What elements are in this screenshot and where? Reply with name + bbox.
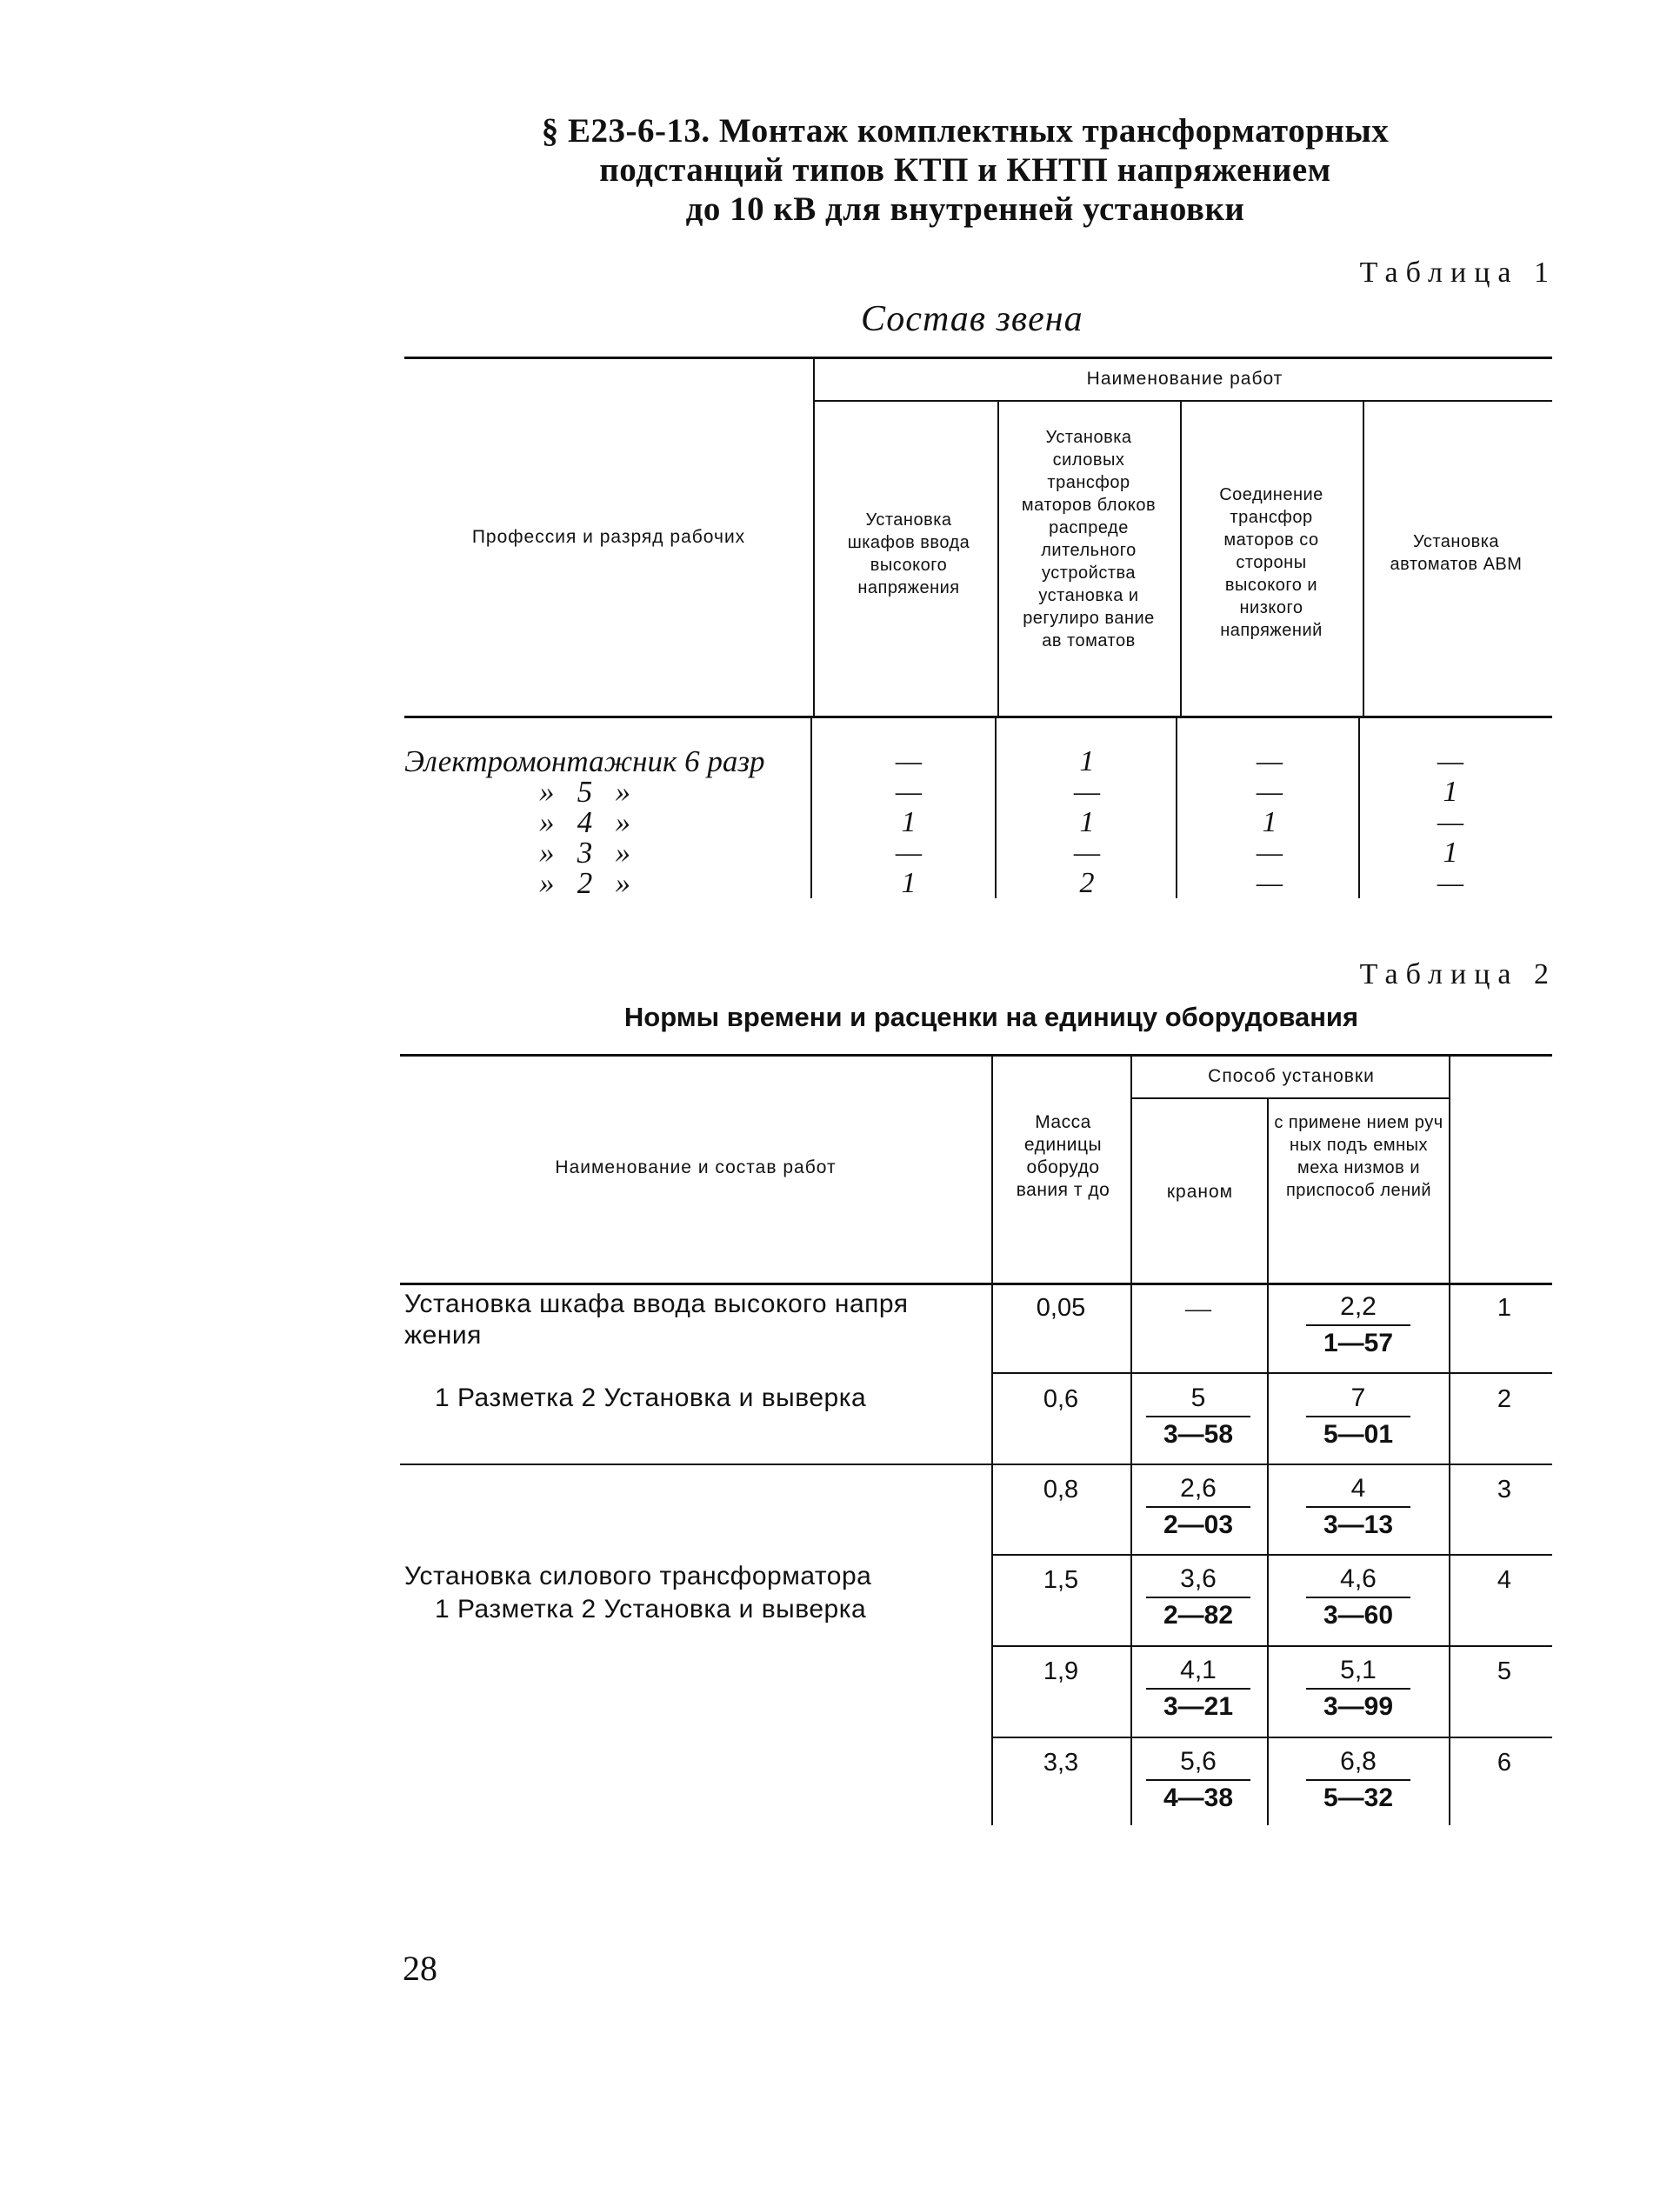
rate: 3—60 bbox=[1323, 1601, 1394, 1630]
table2-label: Таблица 2 bbox=[1359, 958, 1557, 990]
cell-col1: — bbox=[895, 745, 923, 777]
table2-divider bbox=[991, 1054, 993, 1825]
table1-label: Таблица 1 bbox=[1359, 257, 1557, 289]
table2-work-name-1: Установка шкафа ввода высокого напря жения bbox=[404, 1290, 909, 1350]
table1-divider bbox=[1363, 400, 1364, 716]
norm-time: 3,6 bbox=[1146, 1562, 1250, 1598]
manual-fraction bbox=[1306, 1290, 1410, 1361]
cell-col1: 1 bbox=[901, 806, 917, 838]
cell-col4: — bbox=[1437, 745, 1464, 777]
rate: 5—01 bbox=[1323, 1420, 1394, 1449]
manual-fraction bbox=[1306, 1653, 1410, 1724]
worker-label: » 4 » bbox=[539, 805, 630, 839]
manual-fraction bbox=[1306, 1471, 1410, 1543]
norm-time: 4,1 bbox=[1146, 1653, 1250, 1690]
section-title bbox=[400, 111, 1530, 229]
table2-header-mass: Масса единицы оборудо вания т до bbox=[1016, 1112, 1110, 1200]
table2-row-rule bbox=[991, 1372, 1552, 1374]
mass-value: 0,05 bbox=[1036, 1294, 1086, 1322]
row-number: 6 bbox=[1497, 1749, 1512, 1777]
table2-top-rule bbox=[400, 1054, 1552, 1057]
rate: 5—32 bbox=[1323, 1784, 1394, 1812]
table1-divider bbox=[810, 716, 812, 898]
worker-label: » 5 » bbox=[539, 775, 630, 809]
worker-label: » 3 » bbox=[539, 836, 630, 870]
table1-header-works: Наименование работ bbox=[1086, 369, 1283, 389]
table2-divider bbox=[1267, 1097, 1269, 1825]
cell-col1: — bbox=[895, 837, 923, 869]
worker-label: Электромонтажник 6 разр bbox=[404, 744, 765, 778]
row-number: 3 bbox=[1497, 1476, 1512, 1504]
manual-fraction bbox=[1306, 1381, 1410, 1452]
manual-fraction bbox=[1306, 1744, 1410, 1816]
table2-work-steps-2: 1 Разметка 2 Установка и выверка bbox=[435, 1595, 867, 1624]
title-line-2: подстанций типов КТП и КНТП напряжением bbox=[599, 151, 1331, 189]
table2-divider bbox=[1449, 1054, 1450, 1825]
table2-header-crane: краном bbox=[1166, 1182, 1234, 1202]
table2-caption: Нормы времени и расценки на единицу оборудования bbox=[623, 1002, 1359, 1032]
cell-col3: — bbox=[1256, 745, 1283, 777]
rate: 1—57 bbox=[1323, 1329, 1394, 1357]
table2-row-rule bbox=[991, 1645, 1552, 1647]
crane-value: — bbox=[1185, 1294, 1211, 1323]
rate: 3—21 bbox=[1163, 1692, 1234, 1721]
row-number: 5 bbox=[1497, 1657, 1512, 1685]
table2-header-manual: с примене нием руч ных подъ емных меха низмов и приспособ лений bbox=[1274, 1113, 1443, 1200]
rate: 2—82 bbox=[1163, 1601, 1234, 1630]
crane-fraction bbox=[1146, 1381, 1250, 1452]
table2-header-method: Способ установки bbox=[1208, 1066, 1375, 1086]
table1-group-rule bbox=[813, 400, 1552, 402]
table2-work-steps-1: 1 Разметка 2 Установка и выверка bbox=[435, 1384, 867, 1412]
table2-row-rule bbox=[991, 1737, 1552, 1738]
crane-fraction bbox=[1146, 1471, 1250, 1543]
table1-divider bbox=[997, 400, 999, 716]
cell-col2: 1 bbox=[1079, 745, 1095, 777]
table1-divider bbox=[1358, 716, 1360, 898]
mass-value: 1,9 bbox=[1043, 1657, 1079, 1685]
cell-col4: 1 bbox=[1443, 837, 1458, 869]
cell-col3: — bbox=[1256, 776, 1283, 808]
rate: 3—58 bbox=[1163, 1420, 1234, 1449]
norm-time: 4 bbox=[1306, 1471, 1410, 1508]
norm-time: 5,1 bbox=[1306, 1653, 1410, 1690]
table1-header-col4: Установка автоматов АВМ bbox=[1390, 532, 1523, 574]
norm-time: 7 bbox=[1306, 1381, 1410, 1417]
norm-time: 2,6 bbox=[1146, 1471, 1250, 1508]
row-number: 2 bbox=[1497, 1385, 1512, 1413]
cell-col2: — bbox=[1073, 776, 1101, 808]
table2-header-rule bbox=[400, 1283, 1552, 1285]
table1-divider bbox=[813, 357, 815, 716]
table1-header-profession: Профессия и разряд рабочих bbox=[471, 527, 746, 547]
norm-time: 5 bbox=[1146, 1381, 1250, 1417]
page-number: 28 bbox=[403, 1949, 437, 1988]
cell-col2: 1 bbox=[1079, 806, 1095, 838]
norm-time: 2,2 bbox=[1306, 1290, 1410, 1326]
mass-value: 0,6 bbox=[1043, 1385, 1079, 1413]
table1-divider bbox=[1180, 400, 1182, 716]
crane-fraction bbox=[1146, 1562, 1250, 1633]
table1-header-rule bbox=[404, 716, 1552, 718]
cell-col2: — bbox=[1073, 837, 1101, 869]
cell-col2: 2 bbox=[1079, 867, 1095, 899]
mass-value: 3,3 bbox=[1043, 1749, 1079, 1777]
rate: 3—99 bbox=[1323, 1692, 1394, 1721]
rate: 3—13 bbox=[1323, 1510, 1394, 1539]
crane-fraction bbox=[1146, 1653, 1250, 1724]
manual-fraction bbox=[1306, 1562, 1410, 1633]
cell-col3: 1 bbox=[1262, 806, 1277, 838]
mass-value: 1,5 bbox=[1043, 1566, 1079, 1594]
crane-fraction bbox=[1146, 1744, 1250, 1816]
table1-caption: Состав звена bbox=[861, 299, 1083, 339]
cell-col1: 1 bbox=[901, 867, 917, 899]
table1-header-col1: Установка шкафов ввода высокого напряжения bbox=[847, 510, 970, 597]
mass-value: 0,8 bbox=[1043, 1476, 1079, 1504]
table2-method-rule bbox=[1130, 1097, 1450, 1099]
rate: 4—38 bbox=[1163, 1784, 1234, 1812]
row-number: 1 bbox=[1497, 1294, 1512, 1322]
table2-divider bbox=[1130, 1054, 1132, 1825]
norm-time: 4,6 bbox=[1306, 1562, 1410, 1598]
table1-divider bbox=[1176, 716, 1177, 898]
table2-header-name: Наименование и состав работ bbox=[555, 1157, 837, 1177]
worker-label: » 2 » bbox=[539, 866, 630, 900]
cell-col4: — bbox=[1437, 806, 1464, 838]
cell-col4: — bbox=[1437, 867, 1464, 899]
table1-top-rule bbox=[404, 357, 1552, 359]
cell-col3: — bbox=[1256, 867, 1283, 899]
cell-col3: — bbox=[1256, 837, 1283, 869]
row-number: 4 bbox=[1497, 1566, 1512, 1594]
table2-work-name-2: Установка силового трансформатора bbox=[404, 1562, 872, 1590]
title-line-3: до 10 кВ для внутренней установки bbox=[685, 190, 1245, 228]
table1-header-col3: Соединение трансфор маторов со стороны высокого и низкого напряжений bbox=[1219, 485, 1323, 640]
table1-divider bbox=[995, 716, 997, 898]
table2-row-rule bbox=[400, 1464, 1552, 1465]
table2-row-rule bbox=[991, 1554, 1552, 1556]
norm-time: 6,8 bbox=[1306, 1744, 1410, 1781]
table1-header-col2: Установка силовых трансфор маторов блоков распреде лительного устройства установка и регулиро вание ав томатов bbox=[1021, 428, 1157, 650]
cell-col1: — bbox=[895, 776, 923, 808]
cell-col4: 1 bbox=[1443, 776, 1458, 808]
rate: 2—03 bbox=[1163, 1510, 1234, 1539]
norm-time: 5,6 bbox=[1146, 1744, 1250, 1781]
title-line-1: § Е23-6-13. Монтаж комплектных трансформаторных bbox=[541, 112, 1390, 150]
